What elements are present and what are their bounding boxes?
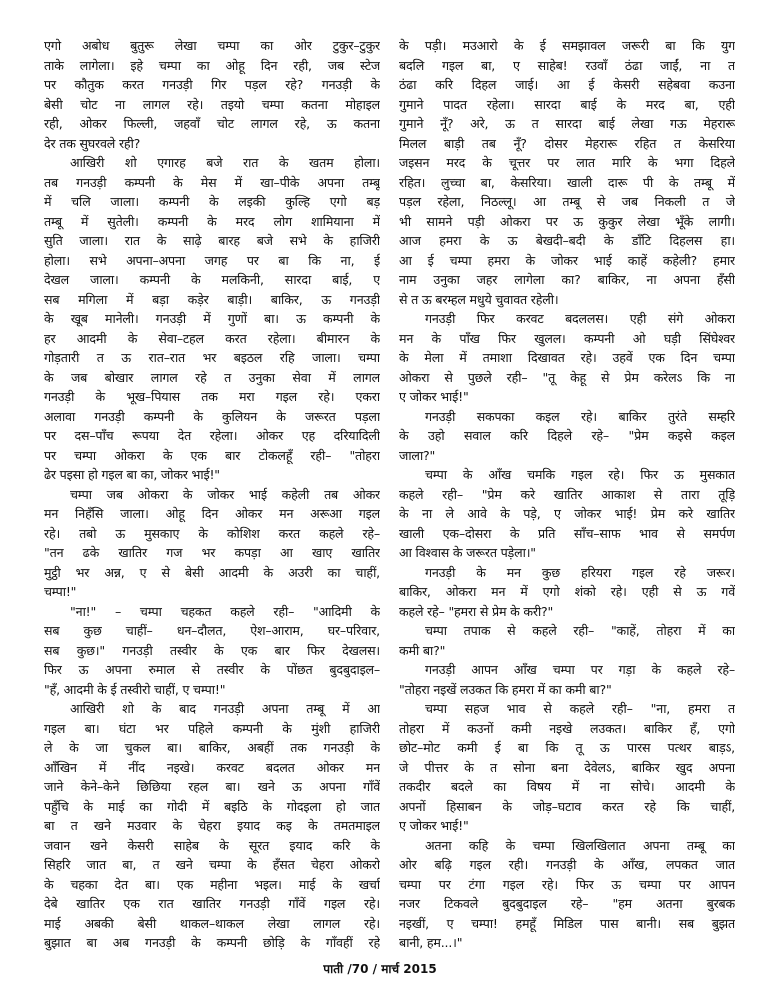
- text-line: कहले रहे– "हमरा से प्रेम के करी?": [399, 603, 554, 619]
- text-line: तब गनउड़ी कम्पनी के मेस में खा–पीके अपना तम्बू: [44, 174, 380, 190]
- right-column: [399, 36, 735, 953]
- text-line: सब मगिला में बड़ा कड़ेर बाड़ी। बाकिर, ऊ गनउड़ी: [44, 291, 380, 307]
- text-line: के चहका देत बा। एक महीना भइल। माई के खर्चा: [44, 876, 380, 892]
- text-line: सुति जाला। रात के साढ़े बारह बजे सभे के हाजिरी: [44, 233, 380, 248]
- text-line: के खूब मानेली। गनउड़ी में गुणों बा। ऊ कम्पनी के: [44, 311, 380, 326]
- text-line: आखिरी शो के बाद गनउड़ी अपना तम्बू में आ: [70, 701, 380, 716]
- text-line: चम्पा!": [44, 584, 77, 599]
- text-line: चम्पा के आँख चमकि गइल रहे। फिर ऊ मुसकात: [425, 467, 735, 482]
- text-line: ले के जा चुकल बा। बाकिर, अबहीं तक गनउड़ी के: [44, 740, 380, 755]
- text-line: के जब बोखार लागल रहे त उनुका सेवा में लागल: [44, 369, 380, 385]
- text-line: आँखिन में नींद नइखे। करवट बदलत ओकर मन: [44, 759, 380, 775]
- text-line: चम्पा जब ओकरा के जोकर भाई कहेली तब ओकर: [70, 486, 380, 502]
- text-line: "हँ, आदमी के ई तस्वीरो चाहीं, ए चम्पा!": [44, 681, 226, 697]
- text-line: आ ई चम्पा हमरा के जोकर भाई काहें कहेली? हमार: [399, 252, 735, 268]
- text-line: सिहरि जात बा, त खने चम्पा के हँसत चेहरा ओकरो: [44, 857, 380, 872]
- text-line: एगो अबोध बुतुरू लेखा चम्पा का ओर टुकुर–टुकुर: [44, 38, 380, 53]
- text-line: में चलि जाला। कम्पनी के लइकी कुल्हि एगो बड़: [44, 194, 380, 209]
- text-line: आ विश्वास के जरूरत पड़ेला।": [399, 545, 536, 560]
- text-line: चम्पा सहज भाव से कहले रही– "ना, हमरा त: [425, 701, 735, 716]
- text-line: जाला?": [399, 447, 436, 463]
- text-line: गइल बा। घंटा भर पहिले कम्पनी के मुंशी हाजिरी: [44, 720, 380, 736]
- text-line: तम्बू में सुतेली। कम्पनी के मरद लोग शामियाना में: [44, 213, 380, 229]
- text-line: के ना ले आवे के पड़े, ए जोकर भाई! प्रेम करे खातिर: [399, 506, 735, 521]
- magazine-name: पाती: [323, 962, 344, 976]
- text-line: बाकिर, ओकरा मन में एगो शंको रहे। एही से ऊ गवें: [399, 584, 735, 599]
- text-line: जे पीत्तर के त सोना बना देवेलऽ, बाकिर खुद अपना: [399, 759, 735, 775]
- text-line: जवान खने केसरी साहेब के सूरत इयाद करि के: [44, 837, 380, 853]
- text-line: फिर ऊ अपना रुमाल से तस्वीर के पोंछत बुदबुदाइल–: [44, 662, 380, 677]
- text-line: ढेर पइसा हो गइल बा का, जोकर भाई!": [44, 467, 220, 482]
- text-line: आज हमरा के ऊ बेखदी–बदी के डाँटि दिहलस हा।: [399, 233, 735, 248]
- text-line: बा त खने मउवार के चेहरा इयाद कइ के तमतमाइल: [44, 818, 380, 833]
- text-line: ए जोकर भाई!": [399, 818, 469, 833]
- text-line: गनउड़ी के भूख–पियास तक मरा गइल रहे। एकरा: [44, 389, 380, 404]
- text-line: मिलल बाड़ी तब नूँ? दोसर मेहरारू रहित त केसरिया: [399, 135, 735, 151]
- text-line: नइखीं, ए चम्पा! हमहूँ मिडिल पास बानी। सब बुझत: [399, 915, 735, 931]
- text-line: के पड़ी। मउआरो के ई समझावल जरूरी बा कि युग: [399, 38, 735, 53]
- text-line: सब कुछ चाहीं– धन–दौलत, ऐश–आराम, घर–परिवार,: [44, 623, 380, 638]
- text-line: मन के पाँख फिर खुलल। कम्पनी ओ घड़ी सिंघेश्वर: [399, 330, 735, 346]
- text-line: अपनों हिसाबन के जोड़–घटाव करत रहे कि चाहीं,: [399, 798, 735, 814]
- text-line: गनउड़ी आपन आँख चम्पा पर गड़ा के कहले रहे–: [425, 662, 735, 677]
- text-line: तोहरा में कउनों कमी नइखे लउकत। बाकिर हँ, एगो: [399, 720, 735, 736]
- text-line: अलावा गनउड़ी कम्पनी के कुलियन के जरूरत पड़ला: [44, 408, 380, 424]
- text-line: "ना!" – चम्पा चहकत कहले रही– "आदिमी के: [70, 603, 380, 619]
- text-line: छोट–मोट कमी ई बा कि तू ऊ पारस पत्थर बाड़ऽ,: [399, 740, 735, 755]
- text-line: कमी बा?": [399, 642, 446, 658]
- text-line: पहुँचि के माई का गोदी में बइठि के गोदइला हो जात: [44, 798, 380, 814]
- text-line: मुट्ठी भर अन्न, ए से बेसी आदमी के अउरी का चाहीं,: [44, 564, 380, 580]
- text-line: पर चम्पा ओकरा के एक बार टोकलहूँ रही– "तोहरा: [44, 447, 380, 463]
- text-line: के उहो सवाल करि दिहले रहे– "प्रेम कइसे कइल: [399, 428, 735, 443]
- text-line: देर तक सुघरवले रही?: [44, 135, 141, 151]
- text-line: "तन ढके खातिर गज भर कपड़ा आ खाए खातिर: [44, 545, 380, 560]
- text-line: जाने केने–केने छिछिया रहल बा। खने ऊ अपना गाँवें: [44, 779, 380, 794]
- text-line: नाम उनुका जहर लागेला का? बाकिर, ना अपना हँसी: [399, 272, 735, 287]
- text-line: गोड़तारी त ऊ रात–रात भर बइठल रहि जाला। चम्पा: [44, 350, 380, 365]
- text-line: अतना कहि के चम्पा खिलखिलात अपना तम्बू का: [425, 837, 735, 853]
- text-line: गुमाने पादत रहेला। सारदा बाई के मरद बा, एही: [399, 96, 735, 112]
- text-line: ओर बढ़ि गइल रही। गनउड़ी के आँख, लपकत जात: [399, 857, 735, 872]
- text-line: गुमाने नूँ? अरे, ऊ त सारदा बाई लेखा गऊ मेहरारू: [399, 116, 735, 131]
- text-line: खाली एक–दोसरा के प्रति साँच–साफ भाव से समर्पण: [399, 525, 735, 541]
- text-line: के मेला में तमाशा दिखावत रहे। उहवें एक दिन चम्पा: [399, 350, 735, 365]
- text-line: "तोहरा नइखें लउकत कि हमरा में का कमी बा?": [399, 681, 612, 697]
- text-line: देबे खातिर एक रात खातिर गनउड़ी गाँवें गइल रहे।: [44, 896, 380, 911]
- text-line: देखल जाला। कम्पनी के मलकिनी, सारदा बाई, ए: [44, 272, 380, 287]
- text-line: बदलि गइल बा, ए साहेब! रउवाँ ठंढा जाईं, ना त: [399, 57, 735, 73]
- text-line: सब कुछ।" गनउड़ी तस्वीर के एक बार फिर देखलस।: [44, 642, 380, 658]
- footer-separator: /: [372, 962, 378, 976]
- text-line: कहले रही– "प्रेम करे खातिर आकाश से तारा तूड़ि: [399, 486, 735, 502]
- text-line: चम्पा तपाक से कहले रही– "काहें, तोहरा में का: [425, 623, 735, 638]
- text-line: माई अबकी बेसी थाकल–थाकल लेखा लागल रहे।: [44, 915, 380, 931]
- text-line: गनउड़ी फिर करवट बदललस। एही संगे ओकरा: [425, 311, 735, 326]
- text-line: बुझात बा अब गनउड़ी के कम्पनी छोड़ि के गाँवहीं रहे: [44, 935, 380, 950]
- text-line: रहे। तबो ऊ मुसकाए के कोशिश करत कहले रहे–: [44, 525, 380, 541]
- text-line: से त ऊ बरम्हल मधुये चुवावत रहेली।: [399, 291, 559, 307]
- text-line: बानी, हम...।": [399, 935, 463, 950]
- text-line: नजर टिकवले बुदबुदाइल रहे– "हम अतना बुरबक: [399, 896, 735, 911]
- left-column: [44, 36, 380, 953]
- text-line: चम्पा पर टंगा गइल रहे। फिर ऊ चम्पा पर आपन: [399, 876, 735, 892]
- text-line: मन निहँसि जाला। ओहू दिन ओकर मन अरूआ गइल: [44, 506, 380, 521]
- text-line: ताके लागेला। इहे चम्पा का ओहू दिन रही, जब स्टेज: [44, 57, 380, 73]
- text-line: गनउड़ी के मन कुछ हरियरा गइल रहे जरूर।: [425, 564, 735, 580]
- text-line: तकदीर बदले का विषय में ना सोचे। आदमी के: [399, 779, 735, 794]
- text-line: ओकरा से पुछले रही– "तू केहू से प्रेम करेलऽ कि ना: [399, 369, 735, 385]
- text-line: रहित। लुच्चा बा, केसरिया। खाली दारू पी के तम्बू में: [399, 174, 735, 190]
- text-line: हर आदमी के सेवा–टहल करत रहेला। बीमारन के: [44, 330, 380, 346]
- text-line: जइसन मरद के चूत्तर पर लात मारि के भगा दिहले: [399, 155, 735, 170]
- text-line: पर दस–पाँच रूपया देत रहेला। ओकर एह दरियादिली: [44, 428, 380, 443]
- page-number: /70: [347, 962, 369, 976]
- text-line: ए जोकर भाई!": [399, 389, 469, 404]
- page-footer: [0, 960, 760, 977]
- text-line: रही, ओकर फिल्ली, जहवाँ चोट लागल रहे, ऊ कतना: [44, 116, 380, 131]
- text-line: आखिरी शो एगारह बजे रात के खतम होला।: [70, 155, 380, 170]
- text-line: पर कौतुक करत गनउड़ी गिर पड़ल रहे? गनउड़ी के: [44, 77, 380, 92]
- issue-date: मार्च 2015: [381, 962, 437, 976]
- text-line: होला। सभे अपना–अपना जगह पर बा कि ना, ई: [44, 252, 380, 268]
- text-line: पड़ल रहेला, निठल्लू। आ तम्बू से जब निकली त जे: [399, 194, 735, 209]
- text-line: भी सामने पड़ी ओकरा पर ऊ कुकुर लेखा भूँके लागी।: [399, 213, 735, 229]
- text-line: गनउड़ी सकपका कइल रहे। बाकिर तुरंते सम्हरि: [425, 408, 735, 424]
- text-line: बेसी चोट ना लागल रहे। तइयो चम्पा कतना मोहाइल: [44, 96, 380, 112]
- text-line: ठंढा करि दिहल जाई। आ ई केसरी सहेबवा कउना: [399, 77, 735, 92]
